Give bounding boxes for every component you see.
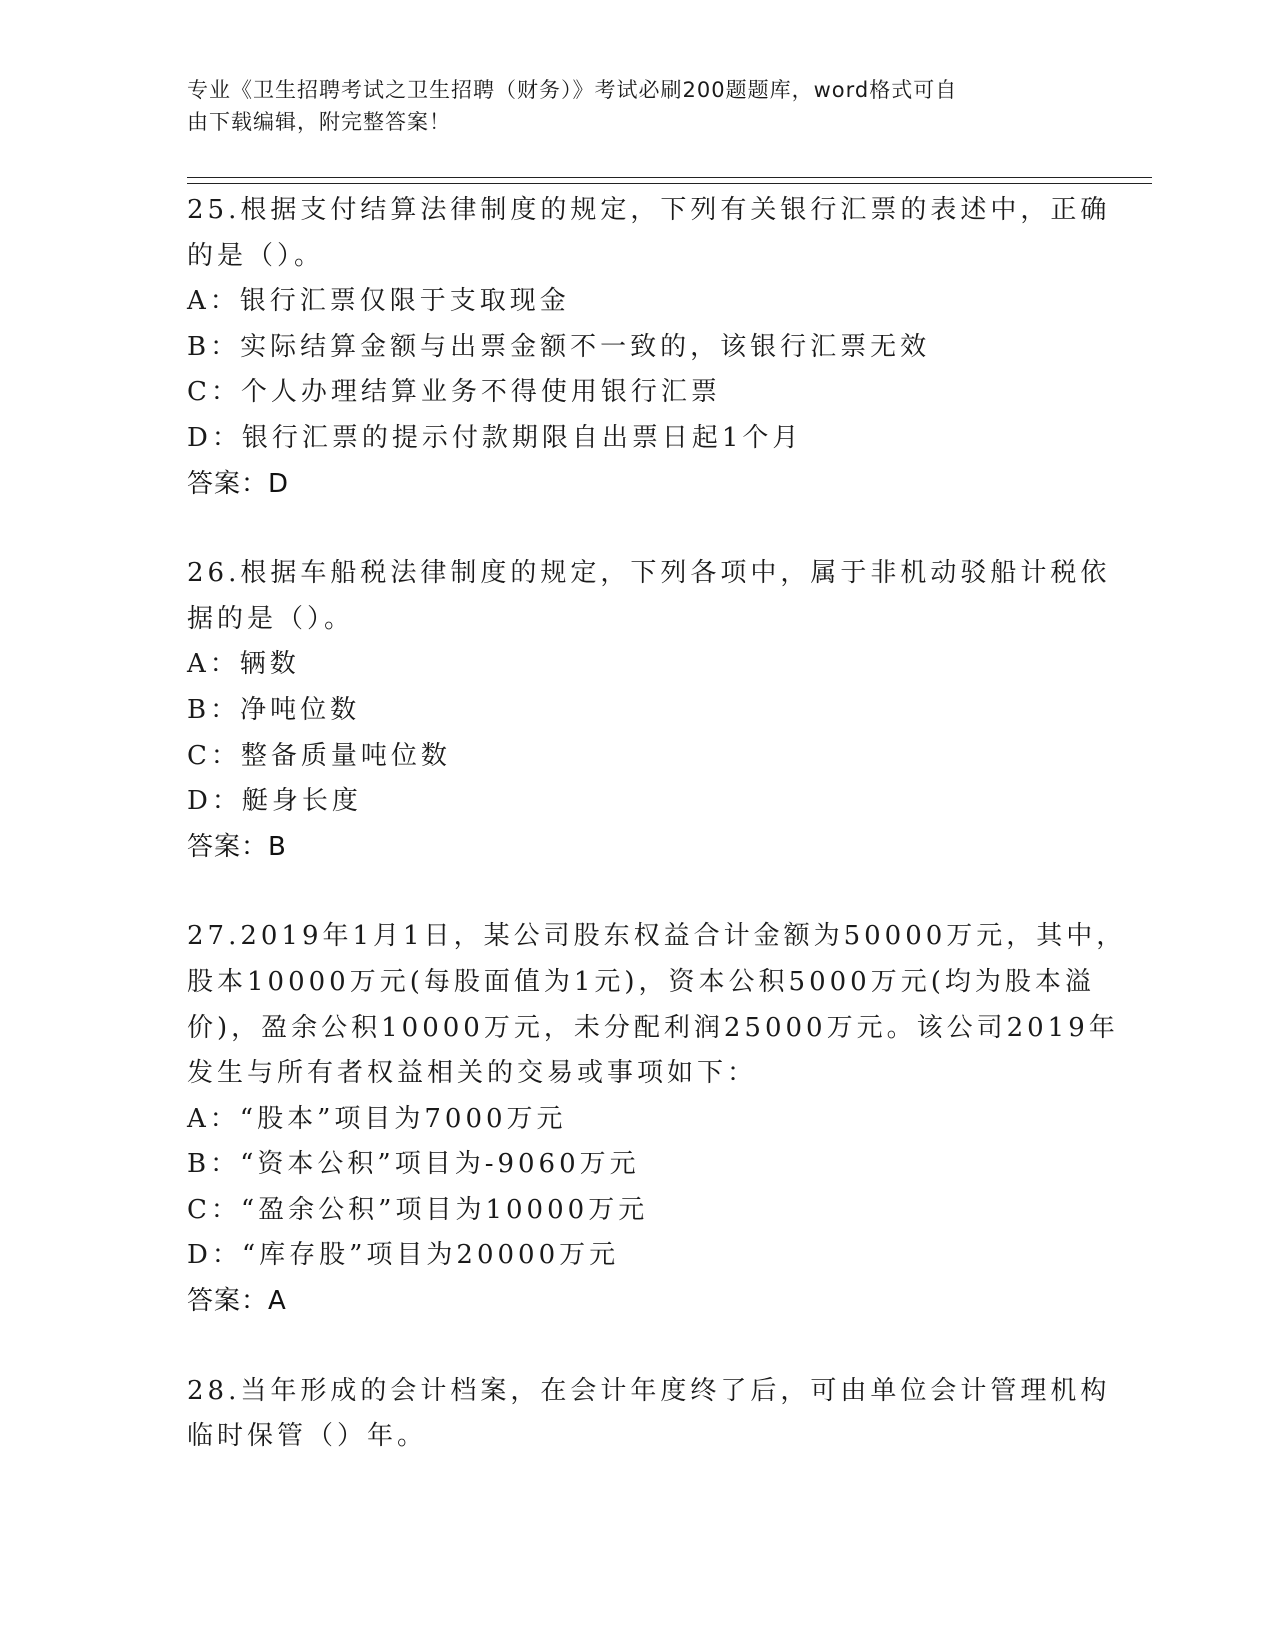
header-line-1: 专业《卫生招聘考试之卫生招聘（财务）》考试必刷200题题库，word格式可自 [187, 78, 958, 102]
option-b: B：实际结算金额与出票金额不一致的，该银行汇票无效 [187, 331, 931, 362]
option-a: A：银行汇票仅限于支取现金 [187, 286, 570, 317]
option-d: D：“库存股”项目为20000万元 [187, 1240, 620, 1271]
question-stem-line: 价)，盈余公积10000万元，未分配利润25000万元。该公司2019年 [187, 1012, 1119, 1043]
answer: 答案：D [187, 468, 290, 499]
option-c: C：整备质量吨位数 [187, 740, 451, 771]
option-d: D：艇身长度 [187, 786, 362, 817]
question-25 [187, 188, 1111, 507]
option-d: D：银行汇票的提示付款期限自出票日起1个月 [187, 422, 803, 453]
question-stem-line: 26.根据车船税法律制度的规定，下列各项中，属于非机动驳船计税依 [187, 558, 1111, 589]
question-list [187, 188, 1127, 1504]
question-stem-line: 据的是（）。 [187, 603, 355, 634]
question-28 [187, 1369, 1111, 1460]
question-27 [187, 914, 1127, 1324]
header-line-2: 由下载编辑，附完整答案！ [187, 110, 451, 134]
answer: 答案：B [187, 831, 287, 862]
question-stem-line: 28.当年形成的会计档案，在会计年度终了后，可由单位会计管理机构 [187, 1375, 1111, 1406]
question-stem-line: 发生与所有者权益相关的交易或事项如下： [187, 1058, 758, 1089]
option-b: B：“资本公积”项目为-9060万元 [187, 1149, 640, 1180]
header-divider-top [187, 177, 1152, 178]
question-stem-line: 股本10000万元(每股面值为1元)，资本公积5000万元(均为股本溢 [187, 966, 1095, 997]
question-stem-line: 25.根据支付结算法律制度的规定，下列有关银行汇票的表述中，正确 [187, 195, 1111, 225]
option-a: A：“股本”项目为7000万元 [187, 1103, 567, 1134]
option-a: A：辆数 [187, 649, 300, 680]
question-stem-line: 临时保管（）年。 [187, 1421, 428, 1452]
question-26 [187, 551, 1111, 870]
header-divider-bottom [187, 183, 1152, 184]
question-stem-line: 的是（）。 [187, 240, 325, 271]
question-stem-line: 27.2019年1月1日，某公司股东权益合计金额为50000万元，其中， [187, 921, 1127, 952]
document-header [187, 74, 1067, 138]
option-b: B：净吨位数 [187, 694, 361, 725]
answer: 答案：A [187, 1286, 287, 1317]
option-c: C：“盈余公积”项目为10000万元 [187, 1194, 649, 1225]
option-c: C：个人办理结算业务不得使用银行汇票 [187, 377, 721, 408]
